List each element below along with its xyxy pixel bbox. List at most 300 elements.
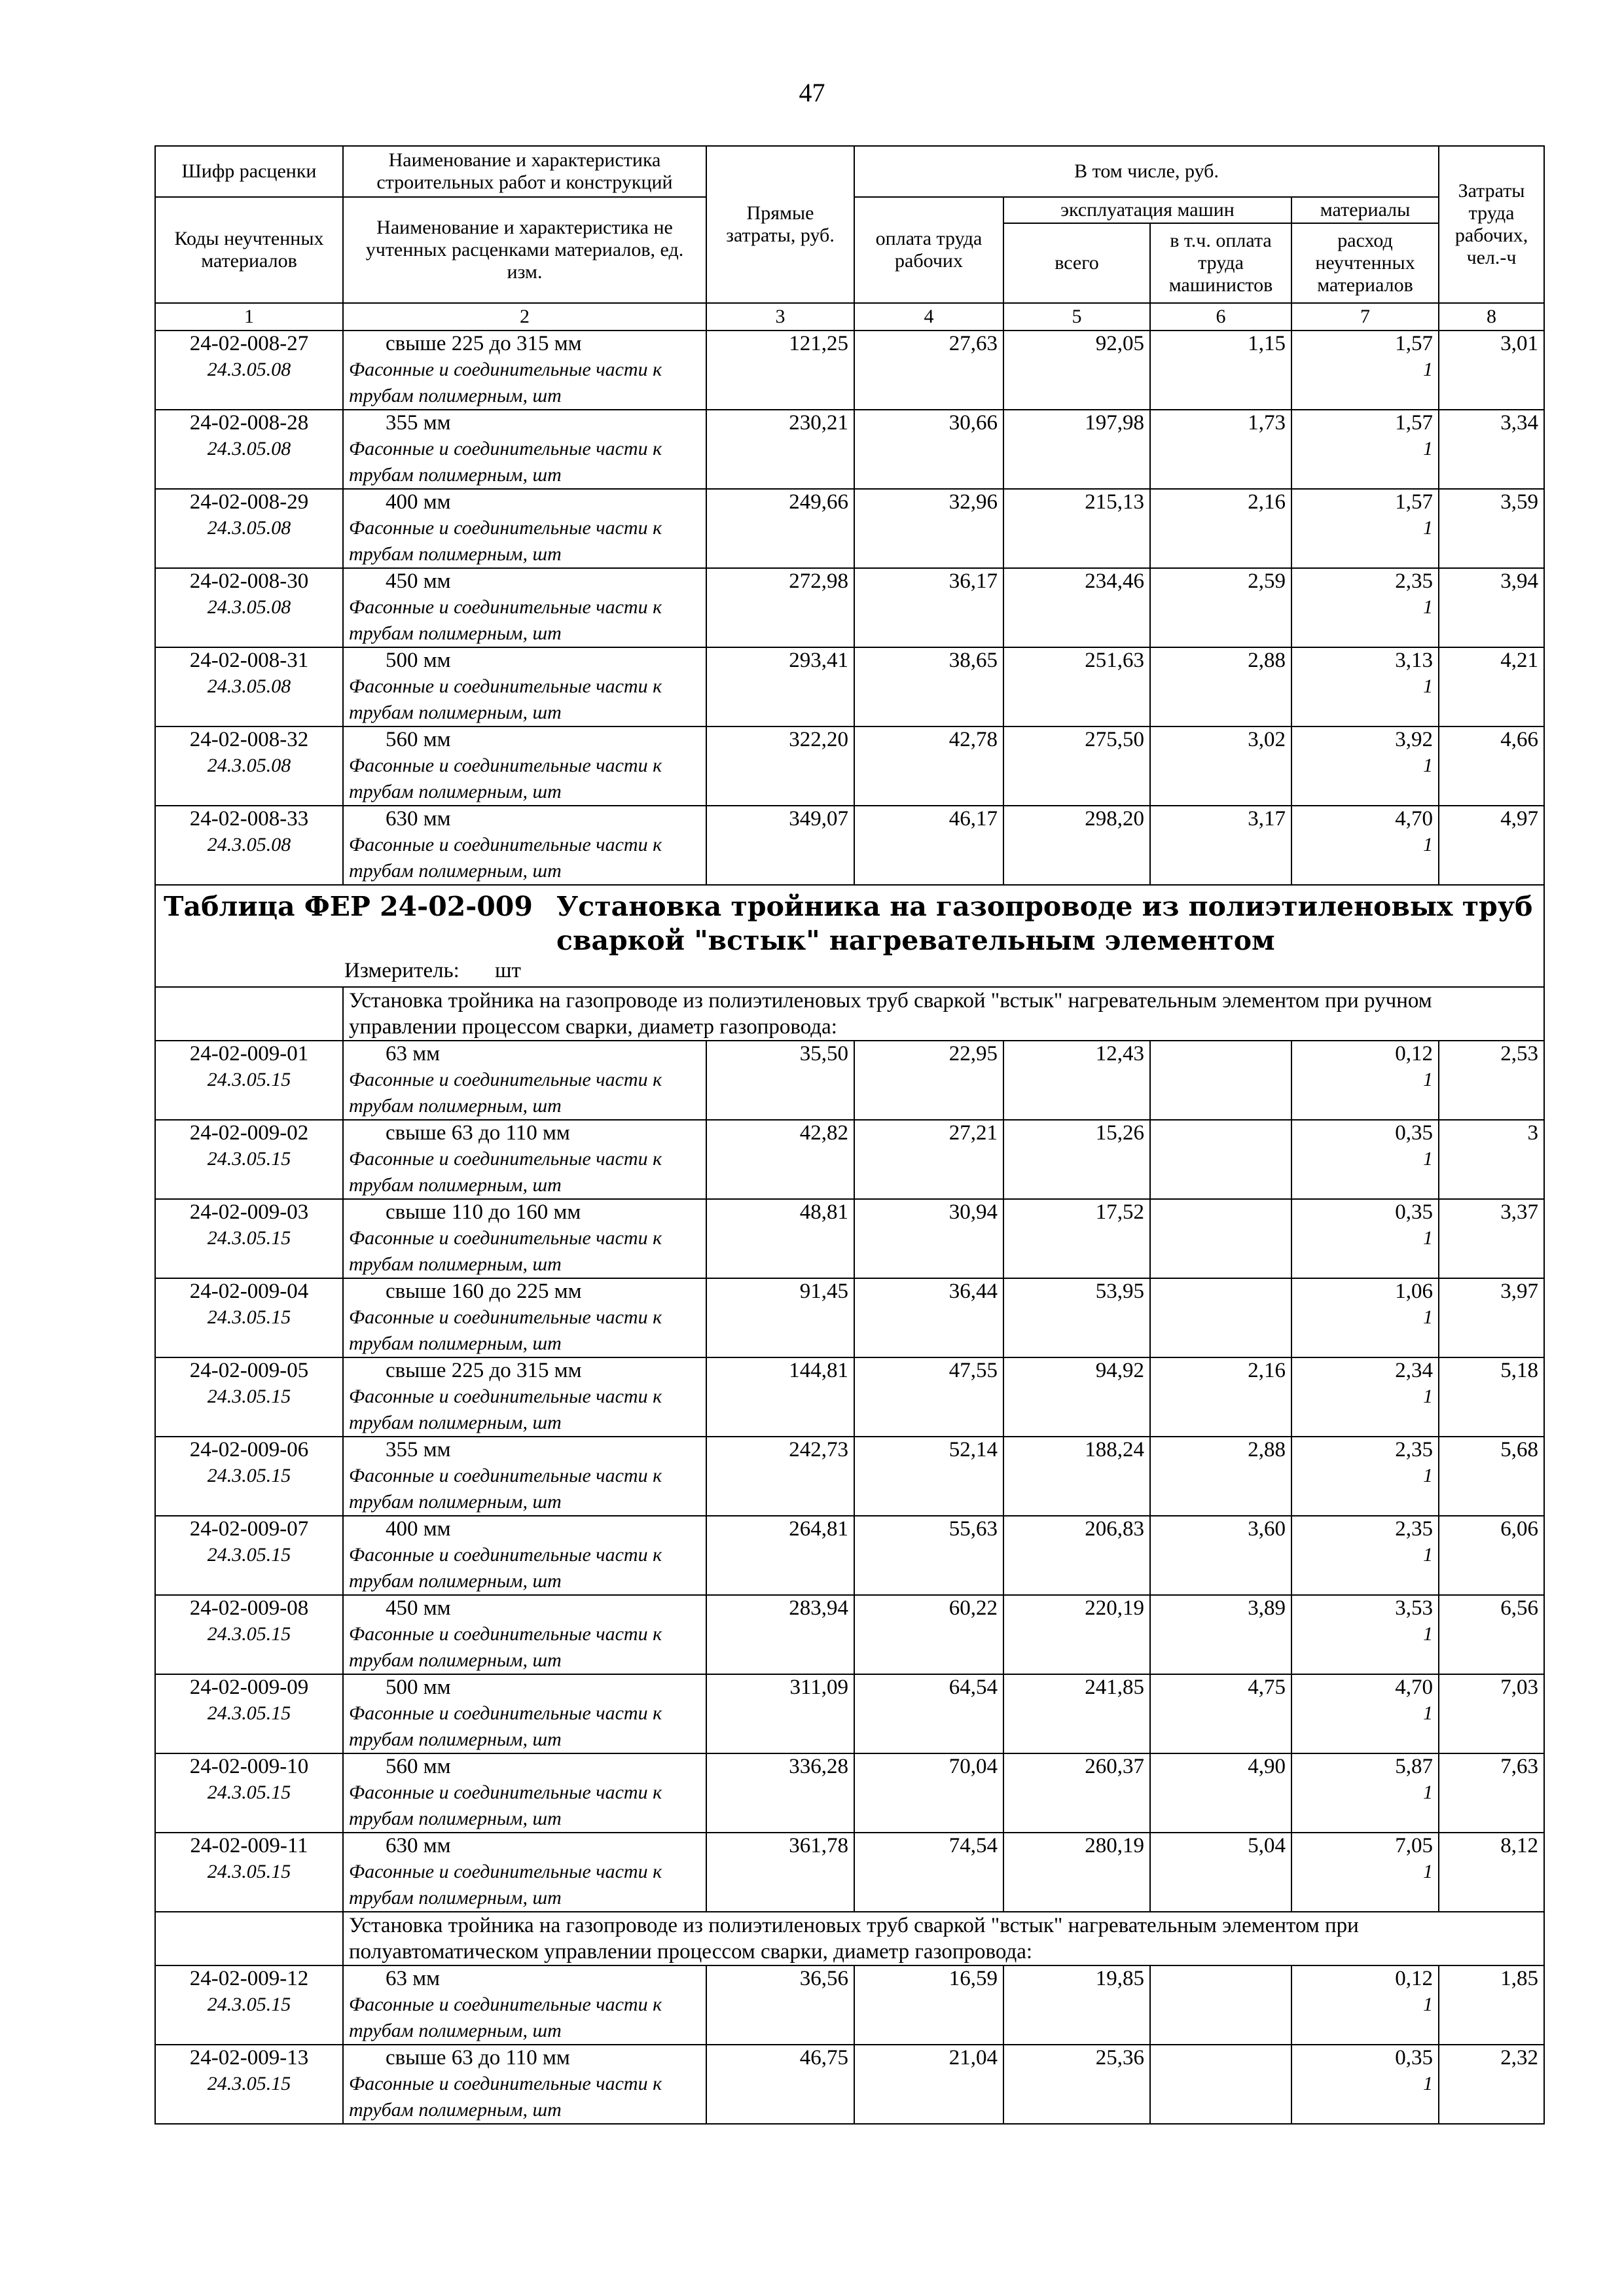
name-cell <box>343 1278 706 1357</box>
material-code: 24.3.05.08 <box>207 359 291 380</box>
material-name: Фасонные и соединительные части к трубам полимерным, шт <box>349 438 662 486</box>
header-machinist: в т.ч. оплата труда машинистов <box>1150 223 1291 303</box>
direct-cost: 361,78 <box>706 1833 854 1912</box>
labor-cost: 6,56 <box>1439 1595 1544 1674</box>
materials-cost: 2,35 <box>1395 1438 1434 1462</box>
header-row-1 <box>155 146 1544 197</box>
materials-cell <box>1291 1595 1439 1674</box>
materials-cell <box>1291 2045 1439 2124</box>
machines-total: 15,26 <box>1003 1120 1150 1199</box>
material-name: Фасонные и соединительные части к трубам полимерным, шт <box>349 1148 662 1196</box>
header-wages: оплата труда рабочих <box>854 197 1003 303</box>
header-labor: Затраты труда рабочих, чел.-ч <box>1439 146 1544 303</box>
wages: 32,96 <box>854 489 1003 568</box>
labor-cost: 6,06 <box>1439 1516 1544 1595</box>
materials-cost: 1,57 <box>1395 490 1434 514</box>
material-quantity: 1 <box>1423 1148 1434 1170</box>
table-row <box>155 726 1544 806</box>
header-direct: Прямые затраты, руб. <box>706 146 854 303</box>
rate-code-cell <box>155 489 343 568</box>
name-cell <box>343 331 706 410</box>
materials-cost: 0,35 <box>1395 2046 1434 2070</box>
rate-code: 24-02-009-11 <box>190 1834 308 1857</box>
materials-cell <box>1291 489 1439 568</box>
work-name: 450 мм <box>386 1596 451 1620</box>
material-name: Фасонные и соединительные части к трубам полимерным, шт <box>349 834 662 882</box>
direct-cost: 283,94 <box>706 1595 854 1674</box>
materials-cost: 1,57 <box>1395 411 1434 435</box>
materials-cost: 3,92 <box>1395 728 1434 751</box>
materials-cell <box>1291 1357 1439 1437</box>
work-name: 630 мм <box>386 807 451 831</box>
work-name: 355 мм <box>386 411 451 435</box>
material-name: Фасонные и соединительные части к трубам полимерным, шт <box>349 1702 662 1750</box>
machinist-wages: 2,59 <box>1150 568 1291 647</box>
materials-cost: 2,35 <box>1395 1517 1434 1541</box>
machinist-wages <box>1150 1278 1291 1357</box>
work-name: 630 мм <box>386 1834 451 1857</box>
material-name: Фасонные и соединительные части к трубам полимерным, шт <box>349 517 662 565</box>
table-row <box>155 489 1544 568</box>
measure-label: Измеритель: <box>344 959 460 982</box>
rate-code-cell <box>155 1199 343 1278</box>
material-code: 24.3.05.15 <box>207 1544 291 1566</box>
machines-total: 220,19 <box>1003 1595 1150 1674</box>
material-quantity: 1 <box>1423 755 1434 776</box>
material-name: Фасонные и соединительные части к трубам полимерным, шт <box>349 1782 662 1829</box>
rate-code: 24-02-008-29 <box>189 490 309 514</box>
machinist-wages: 3,02 <box>1150 726 1291 806</box>
name-cell <box>343 1437 706 1516</box>
header-mat-consumption: расход неучтенных материалов <box>1291 223 1439 303</box>
labor-cost: 2,32 <box>1439 2045 1544 2124</box>
wages: 47,55 <box>854 1357 1003 1437</box>
machines-total: 53,95 <box>1003 1278 1150 1357</box>
wages: 42,78 <box>854 726 1003 806</box>
rate-code-cell <box>155 1437 343 1516</box>
material-quantity: 1 <box>1423 675 1434 697</box>
labor-cost: 3,37 <box>1439 1199 1544 1278</box>
material-quantity: 1 <box>1423 2073 1434 2094</box>
material-code: 24.3.05.15 <box>207 1306 291 1328</box>
table-title-text: Установка тройника на газопроводе из полиэтиленовых труб сваркой "встык" нагревательным элементом <box>556 891 1533 956</box>
rate-code: 24-02-008-31 <box>189 649 309 672</box>
header-machines: эксплуатация машин <box>1003 197 1291 223</box>
header-mat-names: Наименование и характеристика не учтенных расценками материалов, ед. изм. <box>343 197 706 303</box>
material-quantity: 1 <box>1423 517 1434 539</box>
material-quantity: 1 <box>1423 1623 1434 1645</box>
header-code: Шифр расценки <box>155 146 343 197</box>
work-name: 450 мм <box>386 569 451 593</box>
direct-cost: 322,20 <box>706 726 854 806</box>
materials-cell <box>1291 1674 1439 1753</box>
material-code: 24.3.05.15 <box>207 1702 291 1724</box>
material-quantity: 1 <box>1423 834 1434 855</box>
materials-cell <box>1291 1041 1439 1120</box>
name-cell <box>343 1120 706 1199</box>
wages: 46,17 <box>854 806 1003 885</box>
wages: 64,54 <box>854 1674 1003 1753</box>
table-row <box>155 1753 1544 1833</box>
wages: 36,44 <box>854 1278 1003 1357</box>
name-cell <box>343 1041 706 1120</box>
rate-code-cell <box>155 410 343 489</box>
direct-cost: 293,41 <box>706 647 854 726</box>
name-cell <box>343 1674 706 1753</box>
measure-unit: шт <box>495 959 521 982</box>
work-name: 560 мм <box>386 728 451 751</box>
material-quantity: 1 <box>1423 1861 1434 1882</box>
materials-cell <box>1291 1278 1439 1357</box>
table-row <box>155 1041 1544 1120</box>
machinist-wages: 3,60 <box>1150 1516 1291 1595</box>
col-number: 5 <box>1003 303 1150 331</box>
section-note <box>343 1912 1544 1965</box>
table-row <box>155 1516 1544 1595</box>
machinist-wages: 2,88 <box>1150 1437 1291 1516</box>
direct-cost: 48,81 <box>706 1199 854 1278</box>
rate-code: 24-02-009-01 <box>189 1042 309 1066</box>
name-cell <box>343 1357 706 1437</box>
material-name: Фасонные и соединительные части к трубам полимерным, шт <box>349 1227 662 1275</box>
section-note-row <box>155 987 1544 1041</box>
rate-code: 24-02-009-10 <box>189 1755 309 1778</box>
rate-code-cell <box>155 806 343 885</box>
material-name: Фасонные и соединительные части к трубам полимерным, шт <box>349 1544 662 1592</box>
header-name: Наименование и характеристика строительных работ и конструкций <box>343 146 706 197</box>
direct-cost: 91,45 <box>706 1278 854 1357</box>
note-empty-cell <box>155 1912 343 1965</box>
materials-cost: 0,12 <box>1395 1967 1434 1990</box>
rate-code-cell <box>155 1965 343 2045</box>
machinist-wages <box>1150 2045 1291 2124</box>
wages: 30,94 <box>854 1199 1003 1278</box>
materials-cost: 1,57 <box>1395 332 1434 355</box>
price-table <box>154 145 1545 2125</box>
machinist-wages <box>1150 1199 1291 1278</box>
materials-cost: 0,35 <box>1395 1200 1434 1224</box>
work-name: свыше 63 до 110 мм <box>386 1121 570 1145</box>
rate-code-cell <box>155 1674 343 1753</box>
materials-cost: 3,53 <box>1395 1596 1434 1620</box>
note-empty-cell <box>155 987 343 1041</box>
rate-code-cell <box>155 1595 343 1674</box>
material-code: 24.3.05.15 <box>207 1465 291 1486</box>
material-code: 24.3.05.15 <box>207 1994 291 2015</box>
name-cell <box>343 568 706 647</box>
work-name: 560 мм <box>386 1755 451 1778</box>
wages: 52,14 <box>854 1437 1003 1516</box>
material-code: 24.3.05.15 <box>207 1861 291 1882</box>
table-row <box>155 2045 1544 2124</box>
machines-total: 298,20 <box>1003 806 1150 885</box>
material-quantity: 1 <box>1423 1227 1434 1249</box>
table-row <box>155 331 1544 410</box>
material-code: 24.3.05.15 <box>207 2073 291 2094</box>
materials-cell <box>1291 1833 1439 1912</box>
machines-total: 12,43 <box>1003 1041 1150 1120</box>
materials-cost: 2,34 <box>1395 1359 1434 1382</box>
machines-total: 280,19 <box>1003 1833 1150 1912</box>
name-cell <box>343 1833 706 1912</box>
work-name: 400 мм <box>386 490 451 514</box>
measure-line <box>164 958 1536 984</box>
materials-cell <box>1291 1437 1439 1516</box>
material-quantity: 1 <box>1423 1782 1434 1803</box>
material-code: 24.3.05.08 <box>207 675 291 697</box>
wages: 27,21 <box>854 1120 1003 1199</box>
work-name: 63 мм <box>386 1042 441 1066</box>
col-number: 6 <box>1150 303 1291 331</box>
material-name: Фасонные и соединительные части к трубам полимерным, шт <box>349 1069 662 1117</box>
machines-total: 234,46 <box>1003 568 1150 647</box>
materials-cell <box>1291 1120 1439 1199</box>
wages: 22,95 <box>854 1041 1003 1120</box>
machinist-wages: 4,90 <box>1150 1753 1291 1833</box>
section-note-text: Установка тройника на газопроводе из полиэтиленовых труб сваркой "встык" нагревательным элементом при полуавтоматическом управлении процессом сварки, диаметр газопровода: <box>349 1914 1359 1964</box>
rate-code-cell <box>155 1357 343 1437</box>
material-quantity: 1 <box>1423 438 1434 459</box>
header-mat-codes: Коды неучтенных материалов <box>155 197 343 303</box>
table-row <box>155 1595 1544 1674</box>
materials-cost: 7,05 <box>1395 1834 1434 1857</box>
table-row <box>155 1674 1544 1753</box>
material-name: Фасонные и соединительные части к трубам полимерным, шт <box>349 1994 662 2041</box>
wages: 70,04 <box>854 1753 1003 1833</box>
rate-code: 24-02-009-07 <box>189 1517 309 1541</box>
section-note-text: Установка тройника на газопроводе из полиэтиленовых труб сваркой "встык" нагревательным элементом при ручном управлении процессом сварки, диаметр газопровода: <box>349 989 1432 1039</box>
direct-cost: 121,25 <box>706 331 854 410</box>
name-cell <box>343 806 706 885</box>
work-name: 500 мм <box>386 649 451 672</box>
material-quantity: 1 <box>1423 1386 1434 1407</box>
material-name: Фасонные и соединительные части к трубам полимерным, шт <box>349 1623 662 1671</box>
labor-cost: 3,94 <box>1439 568 1544 647</box>
wages: 30,66 <box>854 410 1003 489</box>
labor-cost: 4,97 <box>1439 806 1544 885</box>
materials-cost: 4,70 <box>1395 807 1434 831</box>
material-quantity: 1 <box>1423 596 1434 618</box>
machinist-wages: 2,88 <box>1150 647 1291 726</box>
materials-cell <box>1291 331 1439 410</box>
labor-cost: 8,12 <box>1439 1833 1544 1912</box>
machines-total: 260,37 <box>1003 1753 1150 1833</box>
direct-cost: 349,07 <box>706 806 854 885</box>
machines-total: 215,13 <box>1003 489 1150 568</box>
wages: 74,54 <box>854 1833 1003 1912</box>
direct-cost: 42,82 <box>706 1120 854 1199</box>
table-row <box>155 1965 1544 2045</box>
machinist-wages: 3,89 <box>1150 1595 1291 1674</box>
rate-code-cell <box>155 1041 343 1120</box>
header-materials: материалы <box>1291 197 1439 223</box>
work-name: свыше 225 до 315 мм <box>386 332 582 355</box>
rate-code-cell <box>155 331 343 410</box>
machinist-wages: 2,16 <box>1150 1357 1291 1437</box>
table-row <box>155 1437 1544 1516</box>
direct-cost: 264,81 <box>706 1516 854 1595</box>
wages: 60,22 <box>854 1595 1003 1674</box>
materials-cell <box>1291 806 1439 885</box>
direct-cost: 35,50 <box>706 1041 854 1120</box>
name-cell <box>343 647 706 726</box>
labor-cost: 2,53 <box>1439 1041 1544 1120</box>
machines-total: 188,24 <box>1003 1437 1150 1516</box>
rate-code: 24-02-009-03 <box>189 1200 309 1224</box>
page-number: 47 <box>799 78 825 107</box>
name-cell <box>343 1199 706 1278</box>
material-code: 24.3.05.08 <box>207 755 291 776</box>
name-cell <box>343 489 706 568</box>
work-name: 355 мм <box>386 1438 451 1462</box>
name-cell <box>343 410 706 489</box>
rate-code: 24-02-009-09 <box>189 1676 309 1699</box>
name-cell <box>343 1965 706 2045</box>
col-number: 7 <box>1291 303 1439 331</box>
material-quantity: 1 <box>1423 1994 1434 2015</box>
wages: 16,59 <box>854 1965 1003 2045</box>
material-quantity: 1 <box>1423 1544 1434 1566</box>
table-row <box>155 806 1544 885</box>
direct-cost: 311,09 <box>706 1674 854 1753</box>
materials-cell <box>1291 1965 1439 2045</box>
wages: 36,17 <box>854 568 1003 647</box>
material-name: Фасонные и соединительные части к трубам полимерным, шт <box>349 2073 662 2121</box>
material-code: 24.3.05.08 <box>207 834 291 855</box>
machines-total: 251,63 <box>1003 647 1150 726</box>
materials-cost: 1,06 <box>1395 1280 1434 1303</box>
material-code: 24.3.05.15 <box>207 1782 291 1803</box>
rate-code: 24-02-009-05 <box>189 1359 309 1382</box>
materials-cell <box>1291 1199 1439 1278</box>
labor-cost: 5,68 <box>1439 1437 1544 1516</box>
machines-total: 94,92 <box>1003 1357 1150 1437</box>
materials-cost: 4,70 <box>1395 1676 1434 1699</box>
rate-code: 24-02-008-30 <box>189 569 309 593</box>
section-note-row <box>155 1912 1544 1965</box>
name-cell <box>343 726 706 806</box>
material-name: Фасонные и соединительные части к трубам полимерным, шт <box>349 359 662 406</box>
machines-total: 17,52 <box>1003 1199 1150 1278</box>
machines-total: 206,83 <box>1003 1516 1150 1595</box>
work-name: свыше 110 до 160 мм <box>386 1200 581 1224</box>
table-title-cell <box>155 885 1544 987</box>
name-cell <box>343 1516 706 1595</box>
rate-code: 24-02-008-32 <box>189 728 309 751</box>
table-row <box>155 1278 1544 1357</box>
machines-total: 241,85 <box>1003 1674 1150 1753</box>
machinist-wages: 1,15 <box>1150 331 1291 410</box>
direct-cost: 242,73 <box>706 1437 854 1516</box>
table-row <box>155 1833 1544 1912</box>
table-row <box>155 410 1544 489</box>
direct-cost: 249,66 <box>706 489 854 568</box>
table-row <box>155 647 1544 726</box>
materials-cost: 5,87 <box>1395 1755 1434 1778</box>
material-code: 24.3.05.15 <box>207 1386 291 1407</box>
direct-cost: 46,75 <box>706 2045 854 2124</box>
col-number: 1 <box>155 303 343 331</box>
machines-total: 92,05 <box>1003 331 1150 410</box>
material-quantity: 1 <box>1423 359 1434 380</box>
table-row <box>155 1199 1544 1278</box>
column-number-row <box>155 303 1544 331</box>
machinist-wages: 5,04 <box>1150 1833 1291 1912</box>
material-code: 24.3.05.15 <box>207 1227 291 1249</box>
material-name: Фасонные и соединительные части к трубам полимерным, шт <box>349 1306 662 1354</box>
table-row <box>155 1357 1544 1437</box>
rate-code: 24-02-009-06 <box>189 1438 309 1462</box>
rate-code: 24-02-008-33 <box>189 807 309 831</box>
material-quantity: 1 <box>1423 1465 1434 1486</box>
work-name: свыше 160 до 225 мм <box>386 1280 582 1303</box>
table-row <box>155 1120 1544 1199</box>
labor-cost: 4,66 <box>1439 726 1544 806</box>
wages: 21,04 <box>854 2045 1003 2124</box>
material-code: 24.3.05.15 <box>207 1623 291 1645</box>
col-number: 3 <box>706 303 854 331</box>
machinist-wages <box>1150 1120 1291 1199</box>
work-name: свыше 225 до 315 мм <box>386 1359 582 1382</box>
materials-cost: 0,12 <box>1395 1042 1434 1066</box>
rate-code-cell <box>155 2045 343 2124</box>
material-code: 24.3.05.08 <box>207 517 291 539</box>
rate-code-cell <box>155 568 343 647</box>
work-name: 63 мм <box>386 1967 441 1990</box>
machines-total: 19,85 <box>1003 1965 1150 2045</box>
labor-cost: 7,63 <box>1439 1753 1544 1833</box>
materials-cell <box>1291 726 1439 806</box>
section-note <box>343 987 1544 1041</box>
machinist-wages: 4,75 <box>1150 1674 1291 1753</box>
machinist-wages: 1,73 <box>1150 410 1291 489</box>
wages: 27,63 <box>854 331 1003 410</box>
machines-total: 25,36 <box>1003 2045 1150 2124</box>
materials-cost: 2,35 <box>1395 569 1434 593</box>
col-number: 4 <box>854 303 1003 331</box>
material-name: Фасонные и соединительные части к трубам полимерным, шт <box>349 1465 662 1513</box>
labor-cost: 5,18 <box>1439 1357 1544 1437</box>
machinist-wages: 2,16 <box>1150 489 1291 568</box>
material-name: Фасонные и соединительные части к трубам полимерным, шт <box>349 675 662 723</box>
material-name: Фасонные и соединительные части к трубам полимерным, шт <box>349 596 662 644</box>
material-code: 24.3.05.08 <box>207 438 291 459</box>
direct-cost: 144,81 <box>706 1357 854 1437</box>
materials-cell <box>1291 647 1439 726</box>
machinist-wages: 3,17 <box>1150 806 1291 885</box>
wages: 38,65 <box>854 647 1003 726</box>
table-title-label: Таблица ФЕР 24-02-009 <box>164 891 533 922</box>
table-title-row <box>155 885 1544 987</box>
rate-code: 24-02-008-27 <box>189 332 309 355</box>
name-cell <box>343 1595 706 1674</box>
col-number: 2 <box>343 303 706 331</box>
machinist-wages <box>1150 1041 1291 1120</box>
direct-cost: 272,98 <box>706 568 854 647</box>
materials-cell <box>1291 410 1439 489</box>
rate-code: 24-02-009-02 <box>189 1121 309 1145</box>
materials-cost: 3,13 <box>1395 649 1434 672</box>
labor-cost: 3,97 <box>1439 1278 1544 1357</box>
work-name: 500 мм <box>386 1676 451 1699</box>
machines-total: 275,50 <box>1003 726 1150 806</box>
rate-code-cell <box>155 1833 343 1912</box>
material-quantity: 1 <box>1423 1306 1434 1328</box>
rate-code-cell <box>155 1120 343 1199</box>
direct-cost: 36,56 <box>706 1965 854 2045</box>
table-row <box>155 568 1544 647</box>
work-name: свыше 63 до 110 мм <box>386 2046 570 2070</box>
